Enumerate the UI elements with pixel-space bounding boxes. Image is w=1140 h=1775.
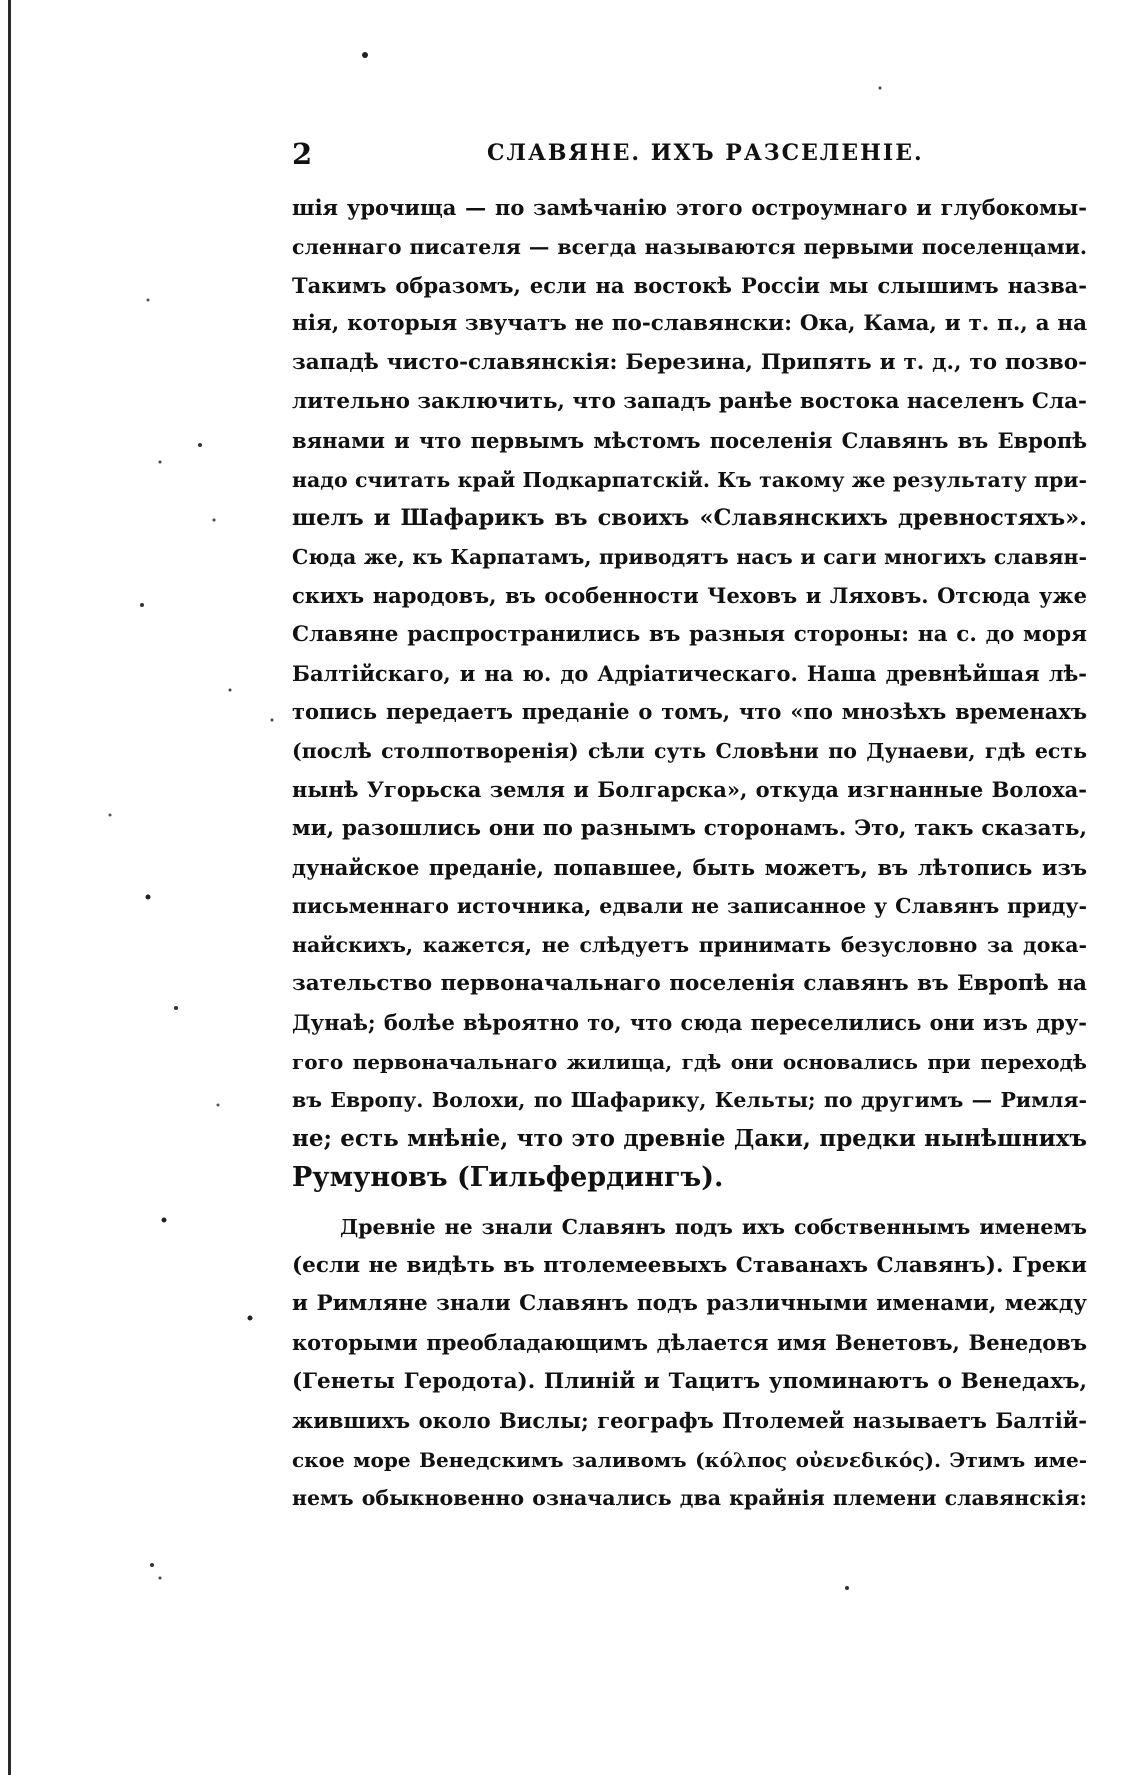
text-line: не; есть мнѣніе, что это древніе Даки, предки нынѣшнихъ <box>292 1125 1087 1153</box>
text-line: жившихъ около Вислы; географъ Птолемей называетъ Балтій- <box>292 1407 1087 1433</box>
paragraph-2 <box>292 1208 1087 1518</box>
text-line: гого первоначальнаго жилища, гдѣ они основались при переходѣ <box>292 1049 1087 1074</box>
running-title: СЛАВЯНЕ. ИХЪ РАЗСЕЛЕНІЕ. <box>487 140 924 166</box>
text-line: немъ обыкновенно означались два крайнія племени славянскія: <box>292 1486 1087 1511</box>
paragraph-gap <box>292 1198 1087 1208</box>
text-line: дунайское преданіе, попавшее, быть можетъ, въ лѣтопись изъ <box>292 854 1087 880</box>
body-text <box>292 189 1087 1518</box>
text-line: Румуновъ (Гильфердингъ). <box>292 1161 724 1193</box>
text-line: Такимъ образомъ, если на востокѣ Россіи мы слышимъ назва- <box>292 272 1087 298</box>
text-line: Древніе не знали Славянъ подъ ихъ собственнымъ именемъ <box>340 1214 1087 1239</box>
text-line: лительно заключить, что западъ ранѣе востока населенъ Сла- <box>292 388 1087 414</box>
paragraph-1 <box>292 189 1087 1198</box>
text-line: Дунаѣ; болѣе вѣроятно то, что сюда переселились они изъ дру- <box>292 1009 1087 1035</box>
text-line: ское море Венедскимъ заливомъ (κόλπος οὐενεδικός). Этимъ име- <box>292 1447 1087 1472</box>
text-line: нынѣ Угорьска земля и Болгарска», откуда изгнанные Волоха- <box>292 776 1087 802</box>
text-line: сленнаго писателя — всегда называются первыми поселенцами. <box>292 234 1087 259</box>
text-line: Сюда же, къ Карпатамъ, приводятъ насъ и саги многихъ славян- <box>292 545 1087 570</box>
text-line: (Генеты Геродота). Плиній и Тацитъ упоминаютъ о Венедахъ, <box>292 1368 1087 1394</box>
text-line: западѣ чисто-славянскія: Березина, Припять и т. д., то позво- <box>292 350 1087 376</box>
page-number: 2 <box>292 137 313 171</box>
text-line: скихъ народовъ, въ особенности Чеховъ и Ляховъ. Отсюда уже <box>292 582 1087 608</box>
text-line: и Римляне знали Славянъ подъ различными именами, между <box>292 1291 1087 1317</box>
text-line: найскихъ, кажется, не слѣдуетъ принимать безусловно за дока- <box>292 933 1087 958</box>
text-line: которыми преобладающимъ дѣлается имя Венетовъ, Венедовъ <box>292 1330 1087 1356</box>
text-line: нія, которыя звучатъ не по-славянски: Ока, Кама, и т. п., а на <box>292 311 1087 337</box>
text-line: шія урочища — по замѣчанію этого остроумнаго и глубокомы- <box>292 195 1087 220</box>
text-line: зательство первоначальнаго поселенія славянъ въ Европѣ на <box>292 970 1087 996</box>
text-line: шелъ и Шафарикъ въ своихъ «Славянскихъ древностяхъ». <box>292 505 1087 532</box>
text-line: ми, разошлись они по разнымъ сторонамъ. Это, такъ сказать, <box>292 815 1087 841</box>
text-line: надо считать край Подкарпатскій. Къ такому же результату при- <box>292 467 1087 492</box>
text-line: вянами и что первымъ мѣстомъ поселенія Славянъ въ Европѣ <box>292 427 1087 453</box>
text-line: Балтійскаго, и на ю. до Адріатическаго. Наша древнѣйшая лѣ- <box>292 660 1087 686</box>
text-line: топись передаетъ преданіе о томъ, что «по мнозѣхъ временахъ <box>292 699 1087 725</box>
text-line: письменнаго источника, едвали не записанное у Славянъ приду- <box>292 894 1087 919</box>
text-line: (если не видѣть въ птолемеевыхъ Ставанахъ Славянъ). Греки <box>292 1252 1087 1278</box>
text-line: Славяне распространились въ разныя стороны: на с. до моря <box>292 621 1087 647</box>
page-header <box>292 137 1092 169</box>
text-line: въ Европу. Волохи, по Шафарику, Кельты; по другимъ — Римля- <box>292 1088 1087 1113</box>
text-line: (послѣ столпотворенія) сѣли суть Словѣни по Дунаеви, гдѣ есть <box>292 739 1087 764</box>
